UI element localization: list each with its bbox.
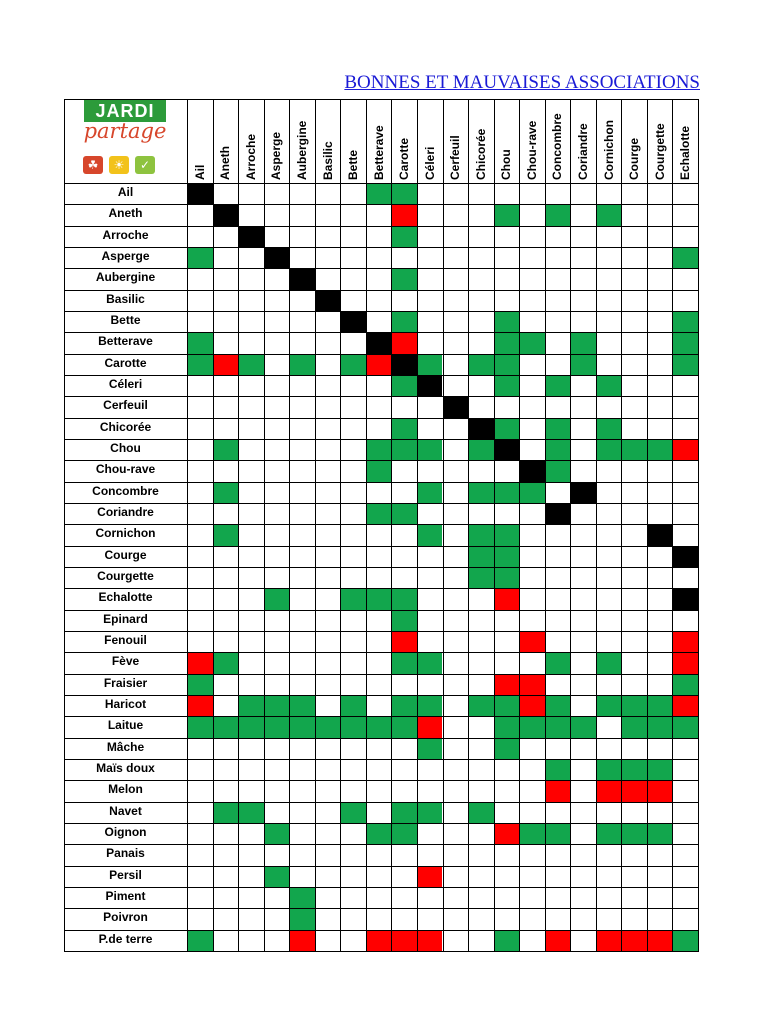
- association-cell-good: [647, 823, 673, 844]
- association-cell-good: [468, 802, 494, 823]
- association-cell-good: [468, 567, 494, 588]
- grid-line-h: [64, 674, 698, 675]
- association-cell-good: [289, 716, 315, 737]
- grid-line-h: [64, 460, 698, 461]
- grid-line-h: [64, 183, 698, 184]
- association-cell-good: [672, 247, 698, 268]
- association-cell-good: [289, 887, 315, 908]
- row-label: Persil: [109, 867, 142, 882]
- association-cell-good: [187, 354, 213, 375]
- association-cell-bad: [596, 930, 622, 951]
- association-cell-bad: [213, 354, 239, 375]
- association-cell-self: [366, 332, 392, 353]
- association-cell-good: [315, 716, 341, 737]
- association-cell-good: [468, 439, 494, 460]
- grid-line-h: [64, 290, 698, 291]
- row-label: Haricot: [104, 697, 147, 711]
- association-cell-good: [570, 354, 596, 375]
- association-cell-self: [391, 354, 417, 375]
- association-cell-self: [672, 546, 698, 567]
- association-cell-good: [519, 823, 545, 844]
- grid-line-h: [64, 524, 698, 525]
- grid-line-v: [647, 99, 648, 951]
- association-cell-good: [391, 588, 417, 609]
- association-cell-good: [672, 332, 698, 353]
- row-label: Fève: [111, 654, 140, 669]
- association-cell-good: [366, 439, 392, 460]
- row-label: Panais: [106, 846, 145, 861]
- row-label: Chicorée: [99, 419, 152, 434]
- association-cell-good: [621, 439, 647, 460]
- row-label: Maïs doux: [96, 761, 155, 775]
- row-label: Concombre: [92, 483, 159, 498]
- row-label: Poivron: [103, 910, 148, 925]
- grid-line-h: [64, 226, 698, 227]
- association-cell-good: [596, 439, 622, 460]
- grid-line-v: [570, 99, 571, 951]
- association-cell-bad: [545, 930, 571, 951]
- row-label: Fenouil: [104, 633, 147, 647]
- grid-line-h: [64, 610, 698, 611]
- association-cell-good: [213, 716, 239, 737]
- grid-line-h: [64, 439, 698, 440]
- association-cell-good: [570, 716, 596, 737]
- association-cell-self: [545, 503, 571, 524]
- association-cell-good: [545, 418, 571, 439]
- association-cell-bad: [366, 930, 392, 951]
- association-cell-good: [468, 546, 494, 567]
- association-cell-good: [545, 375, 571, 396]
- association-cell-good: [187, 247, 213, 268]
- association-cell-good: [621, 823, 647, 844]
- grid-line-h: [64, 652, 698, 653]
- row-label: Coriandre: [97, 505, 154, 519]
- grid-line-h: [64, 695, 698, 696]
- association-cell-good: [264, 866, 290, 887]
- row-label: Echalotte: [98, 590, 153, 605]
- association-cell-bad: [672, 695, 698, 716]
- association-cell-bad: [621, 780, 647, 801]
- association-cell-good: [417, 738, 443, 759]
- association-cell-good: [545, 204, 571, 225]
- association-cell-good: [264, 588, 290, 609]
- grid-line-h: [64, 866, 698, 867]
- association-cell-good: [391, 802, 417, 823]
- association-cell-good: [647, 716, 673, 737]
- association-cell-good: [213, 439, 239, 460]
- association-cell-good: [545, 716, 571, 737]
- jardi-partage-logo: [64, 99, 187, 183]
- association-cell-self: [443, 396, 469, 417]
- association-cell-good: [417, 652, 443, 673]
- association-cell-good: [468, 482, 494, 503]
- association-cell-good: [494, 716, 520, 737]
- association-cell-good: [596, 418, 622, 439]
- grid-border-top: [64, 99, 698, 100]
- logo-partage: partage: [83, 119, 167, 143]
- grid-line-h: [64, 503, 698, 504]
- grid-line-v: [289, 99, 290, 951]
- association-cell-good: [494, 311, 520, 332]
- association-cell-bad: [545, 780, 571, 801]
- association-cell-bad: [672, 652, 698, 673]
- row-label: Laitue: [107, 718, 144, 733]
- row-label: Chou-rave: [95, 462, 156, 477]
- association-cell-good: [468, 354, 494, 375]
- association-cell-good: [621, 759, 647, 780]
- row-label: Chou: [110, 441, 141, 455]
- association-cell-good: [468, 524, 494, 545]
- association-cell-bad: [289, 930, 315, 951]
- association-cell-good: [264, 823, 290, 844]
- association-cell-self: [647, 524, 673, 545]
- column-header: Courge: [627, 138, 642, 180]
- association-cell-self: [238, 226, 264, 247]
- column-header: Coriandre: [576, 123, 591, 180]
- grid-line-v: [621, 99, 622, 951]
- association-cell-good: [391, 226, 417, 247]
- association-cell-good: [494, 567, 520, 588]
- association-cell-good: [672, 354, 698, 375]
- association-cell-self: [672, 588, 698, 609]
- row-label: P.de terre: [98, 931, 153, 946]
- grid-line-h: [64, 908, 698, 909]
- association-cell-good: [238, 695, 264, 716]
- grid-line-h: [64, 311, 698, 312]
- grid-line-v: [468, 99, 469, 951]
- association-cell-good: [391, 695, 417, 716]
- association-cell-bad: [187, 695, 213, 716]
- association-cell-good: [596, 204, 622, 225]
- gardener-icon: ☘: [83, 156, 103, 174]
- association-cell-bad: [417, 716, 443, 737]
- column-header: Bette: [346, 149, 361, 180]
- association-cell-good: [391, 418, 417, 439]
- grid-line-v: [238, 99, 239, 951]
- association-cell-good: [596, 759, 622, 780]
- row-label: Melon: [108, 782, 143, 797]
- association-cell-bad: [391, 204, 417, 225]
- row-label: Courgette: [97, 569, 154, 583]
- association-cell-good: [494, 546, 520, 567]
- grid-line-v: [443, 99, 444, 951]
- row-label: Epinard: [103, 611, 148, 626]
- grid-line-v: [213, 99, 214, 951]
- association-cell-good: [494, 524, 520, 545]
- grid-line-h: [64, 738, 698, 739]
- association-cell-self: [519, 460, 545, 481]
- grid-line-h: [64, 247, 698, 248]
- association-cell-good: [366, 588, 392, 609]
- grid-line-h: [64, 631, 698, 632]
- association-cell-good: [672, 674, 698, 695]
- association-cell-good: [391, 610, 417, 631]
- grid-line-h: [64, 759, 698, 760]
- association-cell-good: [647, 439, 673, 460]
- association-cell-good: [545, 823, 571, 844]
- association-cell-good: [366, 503, 392, 524]
- grid-line-h: [64, 268, 698, 269]
- association-cell-good: [340, 716, 366, 737]
- association-cell-good: [366, 716, 392, 737]
- association-cell-good: [264, 695, 290, 716]
- association-cell-good: [213, 524, 239, 545]
- association-cell-good: [238, 802, 264, 823]
- column-header: Cornichon: [601, 120, 616, 180]
- association-cell-good: [238, 354, 264, 375]
- association-cell-bad: [596, 780, 622, 801]
- row-label: Carotte: [104, 355, 147, 370]
- column-header: Concombre: [550, 113, 565, 180]
- association-cell-self: [468, 418, 494, 439]
- association-cell-bad: [519, 695, 545, 716]
- association-cell-good: [187, 332, 213, 353]
- association-cell-good: [391, 439, 417, 460]
- grid-line-h: [64, 780, 698, 781]
- association-cell-good: [213, 802, 239, 823]
- row-label: Courge: [104, 547, 147, 562]
- row-label: Aubergine: [95, 270, 156, 285]
- association-cell-self: [213, 204, 239, 225]
- association-cell-good: [672, 716, 698, 737]
- association-cell-good: [494, 332, 520, 353]
- grid-line-h: [64, 482, 698, 483]
- column-header: Carotte: [397, 137, 412, 180]
- association-cell-good: [238, 716, 264, 737]
- association-cell-good: [570, 332, 596, 353]
- column-header: Ail: [192, 164, 207, 180]
- association-cell-good: [187, 716, 213, 737]
- column-header: Aneth: [218, 146, 233, 180]
- association-cell-bad: [417, 930, 443, 951]
- grid-line-h: [64, 354, 698, 355]
- grid-line-h: [64, 930, 698, 931]
- association-cell-self: [417, 375, 443, 396]
- row-label: Cornichon: [95, 526, 156, 541]
- association-cell-good: [519, 332, 545, 353]
- row-label: Cerfeuil: [103, 398, 148, 413]
- association-cell-good: [494, 695, 520, 716]
- association-cell-good: [672, 311, 698, 332]
- association-cell-bad: [621, 930, 647, 951]
- association-cell-bad: [391, 332, 417, 353]
- row-label: Céleri: [108, 377, 143, 391]
- association-cell-bad: [494, 588, 520, 609]
- grid-line-v: [315, 99, 316, 951]
- association-cell-good: [647, 695, 673, 716]
- grid-line-h: [64, 567, 698, 568]
- association-cell-self: [187, 183, 213, 204]
- grid-line-h: [64, 396, 698, 397]
- grid-line-v: [264, 99, 265, 951]
- association-cell-bad: [494, 674, 520, 695]
- association-cell-good: [340, 588, 366, 609]
- association-cell-good: [417, 354, 443, 375]
- grid-line-h: [64, 887, 698, 888]
- column-header: Betterave: [371, 125, 386, 180]
- association-cell-good: [468, 695, 494, 716]
- row-label: Mâche: [106, 739, 145, 754]
- association-cell-good: [417, 482, 443, 503]
- association-cell-good: [366, 823, 392, 844]
- association-cell-good: [340, 695, 366, 716]
- association-cell-good: [289, 354, 315, 375]
- grid-line-h: [64, 588, 698, 589]
- page-title: BONNES ET MAUVAISES ASSOCIATIONS: [344, 72, 700, 93]
- check-icon: ✓: [135, 156, 155, 174]
- association-cell-good: [391, 503, 417, 524]
- grid-line-v: [366, 99, 367, 951]
- association-cell-bad: [519, 631, 545, 652]
- row-label: Fraisier: [103, 675, 148, 690]
- association-cell-good: [494, 375, 520, 396]
- row-label: Aneth: [108, 206, 143, 221]
- grid-line-v: [417, 99, 418, 951]
- column-header: Chou-rave: [524, 120, 539, 180]
- column-header: Asperge: [269, 131, 284, 180]
- association-cell-good: [366, 460, 392, 481]
- association-cell-good: [289, 695, 315, 716]
- association-cell-self: [315, 290, 341, 311]
- association-cell-good: [494, 354, 520, 375]
- row-label: Oignon: [104, 825, 147, 839]
- association-cell-good: [391, 311, 417, 332]
- grid-line-h: [64, 802, 698, 803]
- association-cell-bad: [391, 930, 417, 951]
- row-label: Basilic: [106, 291, 145, 306]
- grid-line-v: [519, 99, 520, 951]
- association-cell-good: [519, 482, 545, 503]
- column-header: Courgette: [652, 123, 667, 180]
- association-cell-bad: [519, 674, 545, 695]
- association-cell-good: [596, 695, 622, 716]
- logo-icons: [83, 156, 173, 176]
- association-cell-good: [417, 802, 443, 823]
- association-cell-good: [494, 930, 520, 951]
- grid-line-h: [64, 332, 698, 333]
- grid-line-v: [698, 99, 699, 951]
- association-cell-self: [570, 482, 596, 503]
- grid-line-v: [596, 99, 597, 951]
- association-cell-good: [596, 823, 622, 844]
- grid-line-v: [391, 99, 392, 951]
- row-label: Navet: [109, 803, 142, 818]
- association-cell-good: [417, 524, 443, 545]
- association-cell-good: [417, 439, 443, 460]
- association-cell-good: [545, 759, 571, 780]
- association-cell-good: [494, 738, 520, 759]
- association-cell-self: [289, 268, 315, 289]
- association-cell-good: [391, 652, 417, 673]
- column-header: Céleri: [422, 146, 437, 180]
- association-cell-good: [187, 674, 213, 695]
- association-cell-bad: [647, 780, 673, 801]
- association-cell-good: [289, 908, 315, 929]
- grid-line-h: [64, 418, 698, 419]
- association-cell-bad: [366, 354, 392, 375]
- association-cell-good: [621, 716, 647, 737]
- association-cell-bad: [187, 652, 213, 673]
- association-cell-good: [391, 375, 417, 396]
- association-cell-good: [494, 418, 520, 439]
- association-cell-good: [264, 716, 290, 737]
- row-label: Ail: [117, 185, 134, 199]
- association-cell-good: [340, 354, 366, 375]
- association-cell-bad: [647, 930, 673, 951]
- association-cell-self: [264, 247, 290, 268]
- grid-line-v: [545, 99, 546, 951]
- association-cell-good: [596, 375, 622, 396]
- association-cell-self: [340, 311, 366, 332]
- grid-line-v: [187, 99, 188, 951]
- sun-icon: ☀: [109, 156, 129, 174]
- association-cell-good: [391, 268, 417, 289]
- association-cell-good: [417, 695, 443, 716]
- column-header: Aubergine: [294, 120, 309, 180]
- column-header: Chicorée: [473, 128, 488, 180]
- association-cell-good: [545, 460, 571, 481]
- association-cell-good: [494, 204, 520, 225]
- association-cell-good: [391, 183, 417, 204]
- grid-line-v: [340, 99, 341, 951]
- row-label: Betterave: [98, 334, 153, 349]
- association-cell-good: [366, 183, 392, 204]
- association-cell-good: [545, 439, 571, 460]
- column-header: Chou: [499, 149, 514, 180]
- association-cell-bad: [672, 439, 698, 460]
- grid-line-v: [494, 99, 495, 951]
- association-cell-bad: [417, 866, 443, 887]
- grid-line-h: [64, 546, 698, 547]
- association-cell-good: [213, 482, 239, 503]
- association-cell-good: [647, 759, 673, 780]
- association-cell-good: [187, 930, 213, 951]
- column-header: Echalotte: [678, 125, 693, 180]
- association-cell-good: [545, 695, 571, 716]
- association-cell-bad: [672, 631, 698, 652]
- association-cell-self: [494, 439, 520, 460]
- grid-line-h: [64, 951, 698, 952]
- column-header: Cerfeuil: [448, 135, 463, 180]
- row-label: Piment: [105, 889, 146, 903]
- column-header: Arroche: [243, 133, 258, 180]
- grid-line-h: [64, 823, 698, 824]
- association-cell-good: [391, 823, 417, 844]
- association-cell-good: [494, 482, 520, 503]
- association-cell-good: [213, 652, 239, 673]
- association-cell-bad: [391, 631, 417, 652]
- association-cell-good: [519, 716, 545, 737]
- grid-line-h: [64, 375, 698, 376]
- association-cell-good: [672, 930, 698, 951]
- logo-jardi: JARDI: [84, 100, 166, 122]
- association-cell-good: [621, 695, 647, 716]
- grid-line-h: [64, 716, 698, 717]
- association-cell-good: [340, 802, 366, 823]
- row-label: Arroche: [102, 227, 149, 242]
- column-header: Basilic: [320, 141, 335, 180]
- grid-line-h: [64, 204, 698, 205]
- association-cell-good: [596, 652, 622, 673]
- row-label: Bette: [110, 313, 141, 327]
- grid-line-h: [64, 844, 698, 845]
- association-cell-good: [545, 652, 571, 673]
- association-cell-bad: [494, 823, 520, 844]
- association-cell-good: [391, 716, 417, 737]
- row-label: Asperge: [101, 249, 150, 263]
- grid-line-v: [672, 99, 673, 951]
